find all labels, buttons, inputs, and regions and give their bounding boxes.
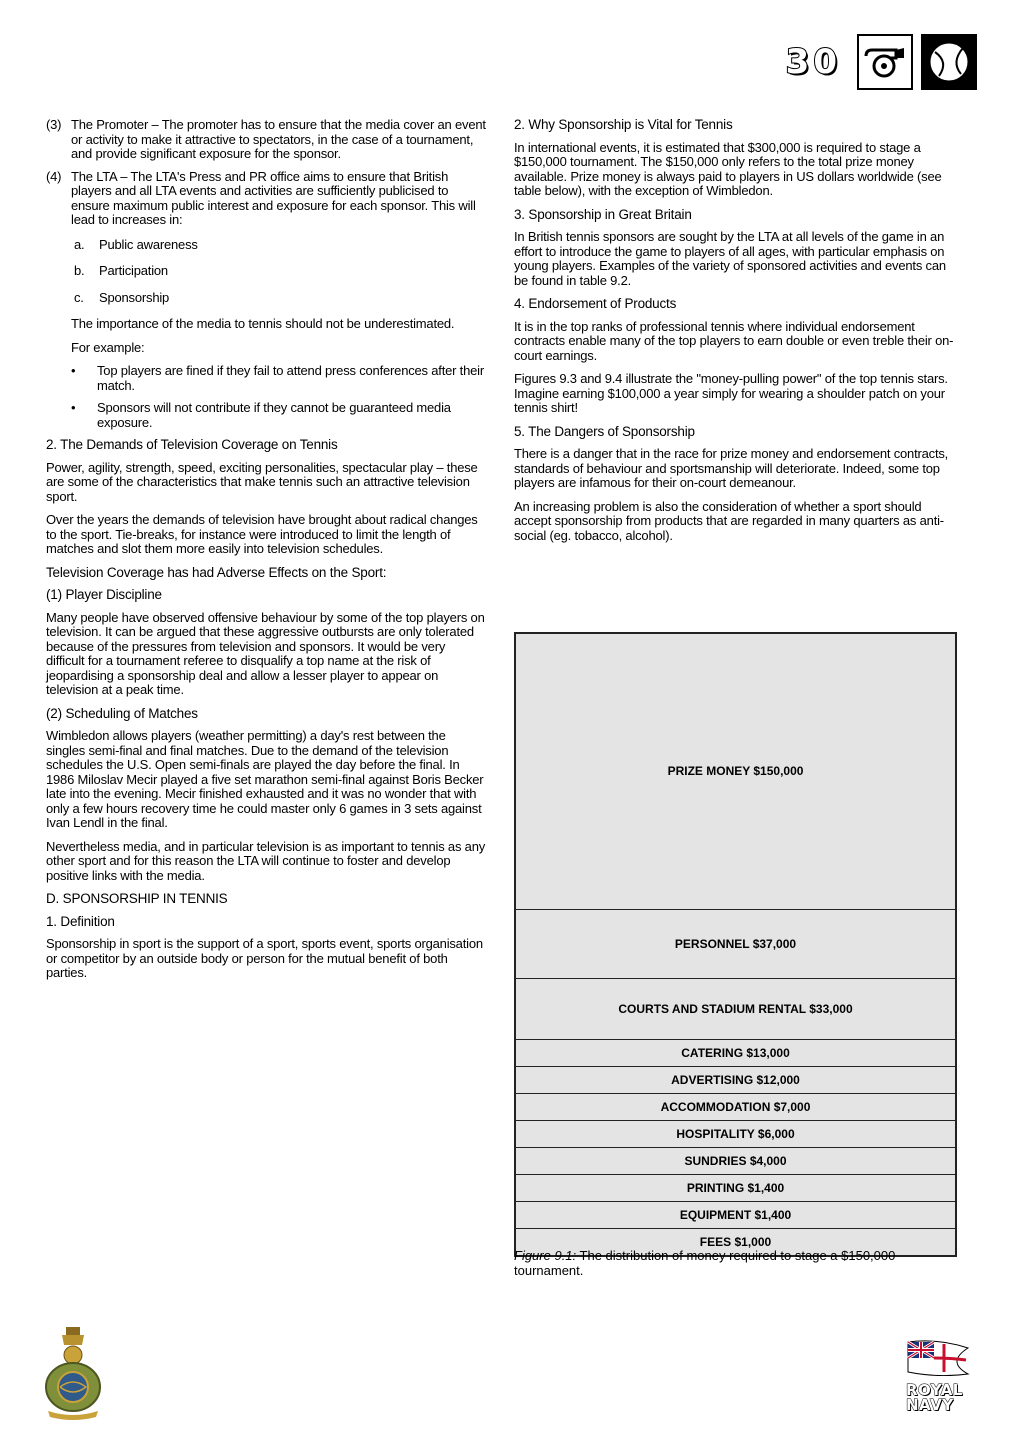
chart-segment-label: PRINTING $1,400 (686, 1181, 785, 1196)
royal-navy-logo (906, 1340, 978, 1413)
chart-segment (516, 1202, 955, 1229)
logo-line-royal: ROYAL (906, 1381, 963, 1399)
chart-segment-label: PRIZE MONEY $150,000 (667, 764, 804, 779)
bullet-text: Sponsors will not contribute if they cannot be guaranteed media exposure. (97, 400, 451, 430)
chart-segment (516, 634, 955, 910)
paragraph-scheduling: Wimbledon allows players (weather permitting) a day's rest between the singles semi-final and final matches. Due to the demand of the television schedules the U.S. Open semi-finals are played the day before the final. In 1986 Miloslav Mecir played a five set marathon semi-final against Boris Becker late into the evening. Mecir finished exhausted and it was no wonder that with only a few hours recovery time he could master only 6 games in 3 sets against Ivan Lendl in the final. (46, 728, 484, 830)
list-letter: b. (74, 263, 85, 278)
paragraph-figures: Figures 9.3 and 9.4 illustrate the "money-pulling power" of the top tennis stars. Imagine earning $100,000 a year simply for wearing a shoulder patch on your tennis shirt! (514, 371, 948, 415)
left-column (46, 118, 486, 990)
chart-segment-label: EQUIPMENT $1,400 (679, 1208, 792, 1223)
importance-paragraph: The importance of the media to tennis should not be underestimated. (71, 316, 455, 331)
list-item (74, 238, 486, 253)
paragraph-problem: An increasing problem is also the consideration of whether a sport should accept sponsorship from products that are regarded in many quarters as anti-social (eg. tobacco, alcohol). (514, 498, 944, 543)
chart-segment (516, 979, 955, 1041)
chart-segment (516, 1148, 955, 1175)
page-header (786, 34, 977, 90)
heading-player-discipline: (1) Player Discipline (46, 587, 162, 602)
caption-text: The distribution of money required to stage a $150,000 tournament. (514, 1248, 896, 1278)
chart-segment-label: COURTS AND STADIUM RENTAL $33,000 (618, 1001, 853, 1016)
royal-navy-wordmark (906, 1383, 978, 1413)
royal-marines-crest-logo (42, 1325, 104, 1425)
heading-dangers: 5. The Dangers of Sponsorship (514, 423, 695, 439)
bullet-text: Top players are fined if they fail to attend press conferences after their match. (97, 363, 484, 393)
logo-line-navy: NAVY (906, 1396, 954, 1414)
tennis-ball-icon (921, 34, 977, 90)
chart-segment (516, 1175, 955, 1202)
item-number: (4) (46, 168, 62, 184)
chart-segment-label: ADVERTISING $12,000 (671, 1073, 800, 1088)
chart-segment-label: SUNDRIES $4,000 (684, 1154, 787, 1169)
heading-adverse-effects: Television Coverage has had Adverse Effects on the Sport: (46, 564, 387, 580)
paragraph-discipline: Many people have observed offensive behaviour by some of the top players on television. It can be argued that these aggressive outbursts are only tolerated because of the pressures from television and sponsors. It would be very difficult for a tournament referee to disqualify a top name at the risk of jeopardising a sponsorship deal and allow a lesser player to appear on television at a peak time. (46, 609, 485, 697)
heading-why-sponsorship: 2. Why Sponsorship is Vital for Tennis (514, 117, 733, 132)
list-text: Public awareness (99, 236, 198, 252)
chart-segment (516, 910, 955, 979)
caption-figure-label: Figure 9.1: (514, 1248, 577, 1263)
heading-endorsement: 4. Endorsement of Products (514, 296, 677, 311)
figure-caption (514, 1249, 954, 1278)
paragraph-years: Over the years the demands of television have brought about radical changes to the sport. Tie-breaks, for instance were introduced to limit the length of matches and slot them more easily into television schedules. (46, 512, 478, 556)
heading-great-britain: 3. Sponsorship in Great Britain (514, 206, 692, 222)
bullet-icon: • (71, 363, 76, 378)
chart-segment-label: PERSONNEL $37,000 (674, 936, 797, 951)
paragraph-power: Power, agility, strength, speed, exciting personalities, spectacular play – these are some of the characteristics that make tennis such an attractive television sport. (46, 459, 478, 504)
paragraph-definition: Sponsorship in sport is the support of a sport, sports event, sports organisation or competitor by an outside body or person for the mutual benefit of both parties. (46, 936, 483, 980)
chart-segment-label: CATERING $13,000 (681, 1046, 790, 1061)
chart-segment-label: FEES $1,000 (699, 1235, 772, 1250)
item-number: (3) (46, 117, 62, 132)
increase-list (74, 238, 486, 306)
paragraph-why: In international events, it is estimated that $300,000 is required to stage a $150,000 tournament. The $150,000 only refers to the total prize money available. Prize money is always paid to players in US dollars worldwide (see table below), with the exception of Wimbledon. (514, 139, 942, 198)
list-text: Participation (99, 263, 168, 278)
page-number: 30 (785, 42, 841, 82)
heading-scheduling: (2) Scheduling of Matches (46, 705, 198, 721)
paragraph-nevertheless: Nevertheless media, and in particular television is as important to tennis as any other sport and for this reason the LTA will continue to foster and develop positive links with the media. (46, 838, 486, 883)
paragraph-great-britain: In British tennis sponsors are sought by the LTA at all levels of the game in an effort to introduce the game to players of all ages, with particular emphasis on young players. Examples of the variety of sponsored activities and events can be found in table 9.2. (514, 229, 946, 288)
item-text: The Promoter – The promoter has to ensure that the media cover an event or activity to make it attractive to spectators, in the case of a tournament, and provide significant exposure for the sponsor. (71, 117, 486, 161)
heading-tv-demands: 2. The Demands of Television Coverage on Tennis (46, 437, 338, 452)
numbered-item-3 (46, 118, 486, 162)
paragraph-endorsement: It is in the top ranks of professional tennis where individual endorsement contracts enable many of the top players to earn double or even treble their on-court earnings. (514, 318, 954, 363)
chart-segment (516, 1094, 955, 1121)
list-text: Sponsorship (99, 289, 170, 305)
chart-segment-label: ACCOMMODATION $7,000 (660, 1100, 811, 1115)
chart-segment (516, 1121, 955, 1148)
item-text: The LTA – The LTA's Press and PR office aims to ensure that British players and all LTA events and activities are sufficiently publicised to ensure maximum public interest and exposure for each sponsor. This will lead to increases in: (71, 168, 476, 227)
chart-segment-label: HOSPITALITY $6,000 (676, 1127, 795, 1142)
bullet-icon: • (71, 400, 76, 415)
heading-sponsorship-in-tennis: D. SPONSORSHIP IN TENNIS (46, 891, 228, 906)
example-label: For example: (71, 339, 145, 355)
white-ensign-flag-icon (906, 1340, 970, 1376)
list-item (74, 291, 486, 306)
paragraph-dangers: There is a danger that in the race for prize money and endorsement contracts, standards of behaviour and sportsmanship will deteriorate. Indeed, some top players are infamous for their on-court demeanour. (514, 446, 949, 490)
money-distribution-chart (514, 632, 957, 1257)
right-column (514, 118, 954, 552)
chart-segment (516, 1040, 955, 1067)
heading-definition: 1. Definition (46, 913, 115, 929)
chart-segment (516, 1067, 955, 1094)
whistle-icon (857, 34, 913, 90)
numbered-item-4 (46, 170, 486, 228)
list-item (74, 264, 486, 279)
list-letter: a. (74, 236, 85, 252)
list-letter: c. (74, 289, 84, 305)
bullet-item (71, 401, 486, 430)
bullet-item (71, 364, 486, 393)
